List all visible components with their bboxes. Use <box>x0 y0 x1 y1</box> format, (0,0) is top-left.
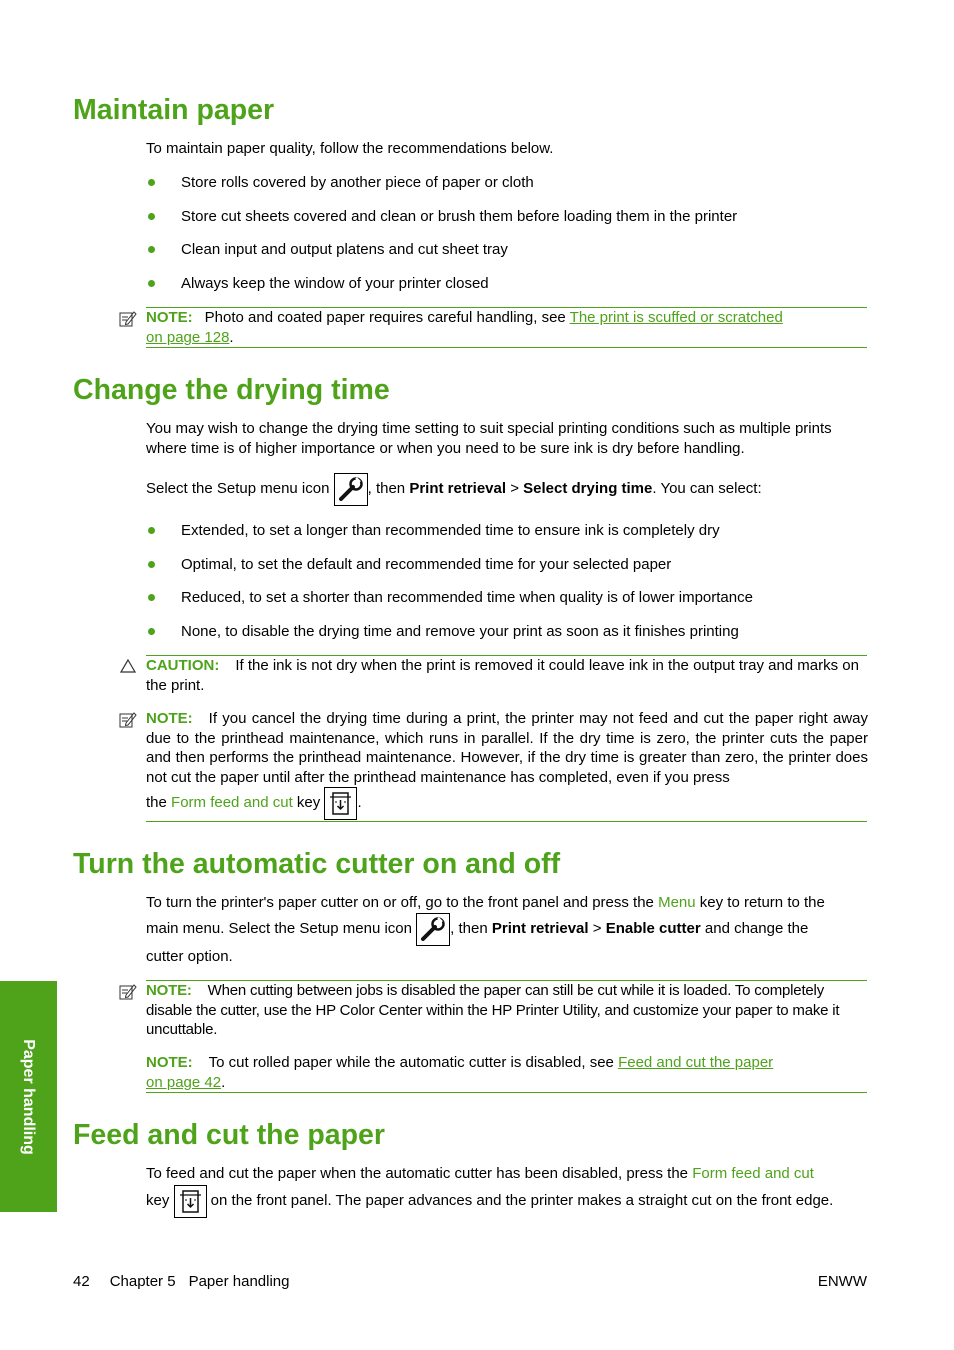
note-end: . <box>221 1073 226 1091</box>
note-pencil-icon <box>119 309 137 327</box>
menu-print-retrieval: Print retrieval <box>491 920 589 937</box>
text: , then <box>450 920 492 937</box>
note-maintain <box>146 308 868 347</box>
bullet-icon <box>148 280 155 287</box>
note-label: NOTE: <box>146 1054 193 1071</box>
note-rule-bottom <box>146 347 867 348</box>
bullet-icon <box>148 527 155 534</box>
cutter-line-3: cutter option. <box>146 948 233 965</box>
bullet-icon <box>148 561 155 568</box>
form-feed-and-cut-icon <box>174 1185 207 1218</box>
note-text: If you cancel the drying time during a print, the printer may not feed and cut the paper right away due to the printhead maintenance, which runs in parallel. If the dry time is zero, the printer cuts the paper and then performs the printhead maintenance. However, if the dry time is greater than zero, the printer does not cut the paper until after the printhead maintenance has completed, even if you press <box>146 710 868 786</box>
menu-enable-cutter: Enable cutter <box>605 920 701 937</box>
bullet-icon <box>148 594 155 601</box>
list-item-text: Extended, to set a longer than recommended time to ensure ink is completely dry <box>181 522 720 539</box>
cutter-line-1 <box>146 893 868 913</box>
key-form-feed-and-cut: Form feed and cut <box>692 1165 814 1182</box>
note-cutter-1 <box>146 981 868 1040</box>
form-feed-and-cut-icon <box>324 787 357 820</box>
text: > <box>506 480 524 497</box>
text: key to return to the <box>695 894 825 911</box>
caution-triangle-icon <box>120 658 136 674</box>
list-item-text: Optimal, to set the default and recommended time for your selected paper <box>181 556 672 573</box>
drying-intro: You may wish to change the drying time setting to suit special printing conditions such as multiple prints where time is of higher importance or when you need to be sure ink is dry before handling. <box>146 420 832 457</box>
list-item-text: Always keep the window of your printer closed <box>181 275 489 292</box>
link-feed-and-cut[interactable]: Feed and cut the paper <box>618 1054 774 1071</box>
wrench-icon <box>416 913 450 946</box>
list-item-text: Reduced, to set a shorter than recommended time when quality is of lower importance <box>181 589 753 606</box>
note-label: NOTE: <box>146 309 193 326</box>
list-item-text: Store cut sheets covered and clean or brush them before loading them in the printer <box>181 208 738 225</box>
text: the <box>146 794 172 811</box>
note-text: Photo and coated paper requires careful handling, see <box>204 309 570 326</box>
caution-drying <box>146 656 868 695</box>
text: > <box>588 920 606 937</box>
note-cutter-2 <box>146 1053 868 1092</box>
text: and change the <box>700 920 809 937</box>
text: , then <box>367 480 410 497</box>
note-drying <box>146 709 868 787</box>
side-tab-label: Paper handling <box>19 1039 37 1155</box>
key-form-feed-and-cut: Form feed and cut <box>171 794 293 811</box>
caution-label: CAUTION: <box>146 657 220 674</box>
bullet-icon <box>148 246 155 253</box>
note-label: NOTE: <box>146 710 193 727</box>
text: Select the Setup menu icon <box>146 480 334 497</box>
menu-select-drying-time: Select drying time <box>523 480 653 497</box>
text: . You can select: <box>652 480 762 497</box>
section-title-drying-time: Change the drying time <box>73 374 390 406</box>
wrench-icon <box>334 473 368 506</box>
key-menu: Menu <box>658 894 696 911</box>
bullet-icon <box>148 179 155 186</box>
bullet-icon <box>148 213 155 220</box>
note-text: When cutting between jobs is disabled the paper can still be cut while it is loaded. To completely disable the cutter, use the HP Color Center within the HP Printer Utility, and customize your paper to make it uncuttable. <box>146 982 840 1038</box>
note-rule-bottom <box>146 1092 867 1093</box>
text: on the front panel. The paper advances and the printer makes a straight cut on the front edge. <box>206 1192 834 1209</box>
text: key <box>146 1192 174 1209</box>
cutter-line-2 <box>146 912 868 946</box>
footer-locale: ENWW <box>817 1273 867 1290</box>
feed-line-2 <box>146 1184 868 1218</box>
note-pencil-icon <box>119 982 137 1000</box>
feed-line-1 <box>146 1164 868 1184</box>
list-item-text: Store rolls covered by another piece of paper or cloth <box>181 174 534 191</box>
maintain-intro: To maintain paper quality, follow the recommendations below. <box>146 140 554 157</box>
text: main menu. Select the Setup menu icon <box>146 920 417 937</box>
footer-left <box>73 1272 289 1292</box>
note-end: . <box>357 794 362 811</box>
caution-text: If the ink is not dry when the print is removed it could leave ink in the output tray and marks on the print. <box>146 657 859 694</box>
note-drying-key-line <box>146 786 868 820</box>
list-item-text: None, to disable the drying time and remove your print as soon as it finishes printing <box>181 623 739 640</box>
bullet-icon <box>148 628 155 635</box>
footer-chapter-name: Paper handling <box>188 1273 290 1290</box>
note-pencil-icon <box>119 710 137 728</box>
list-item-text: Clean input and output platens and cut sheet tray <box>181 241 508 258</box>
section-title-automatic-cutter: Turn the automatic cutter on and off <box>73 848 561 880</box>
note-text: To cut rolled paper while the automatic cutter is disabled, see <box>208 1054 619 1071</box>
text: To feed and cut the paper when the automatic cutter has been disabled, press the <box>146 1165 693 1182</box>
page-number: 42 <box>73 1273 90 1290</box>
link-page-128[interactable]: on page 128 <box>146 328 230 346</box>
link-page-42[interactable]: on page 42 <box>146 1073 222 1091</box>
note-label: NOTE: <box>146 982 192 999</box>
footer-chapter: Chapter 5 <box>109 1273 176 1290</box>
section-title-feed-and-cut: Feed and cut the paper <box>73 1119 385 1151</box>
text: key <box>292 794 325 811</box>
section-title-maintain-paper: Maintain paper <box>73 94 275 126</box>
note-end: . <box>229 328 234 346</box>
drying-select-instructions <box>146 472 868 506</box>
menu-print-retrieval: Print retrieval <box>409 480 507 497</box>
note-rule-bottom <box>146 821 867 822</box>
text: To turn the printer's paper cutter on or off, go to the front panel and press the <box>146 894 659 911</box>
link-print-scuffed[interactable]: The print is scuffed or scratched <box>569 309 783 326</box>
